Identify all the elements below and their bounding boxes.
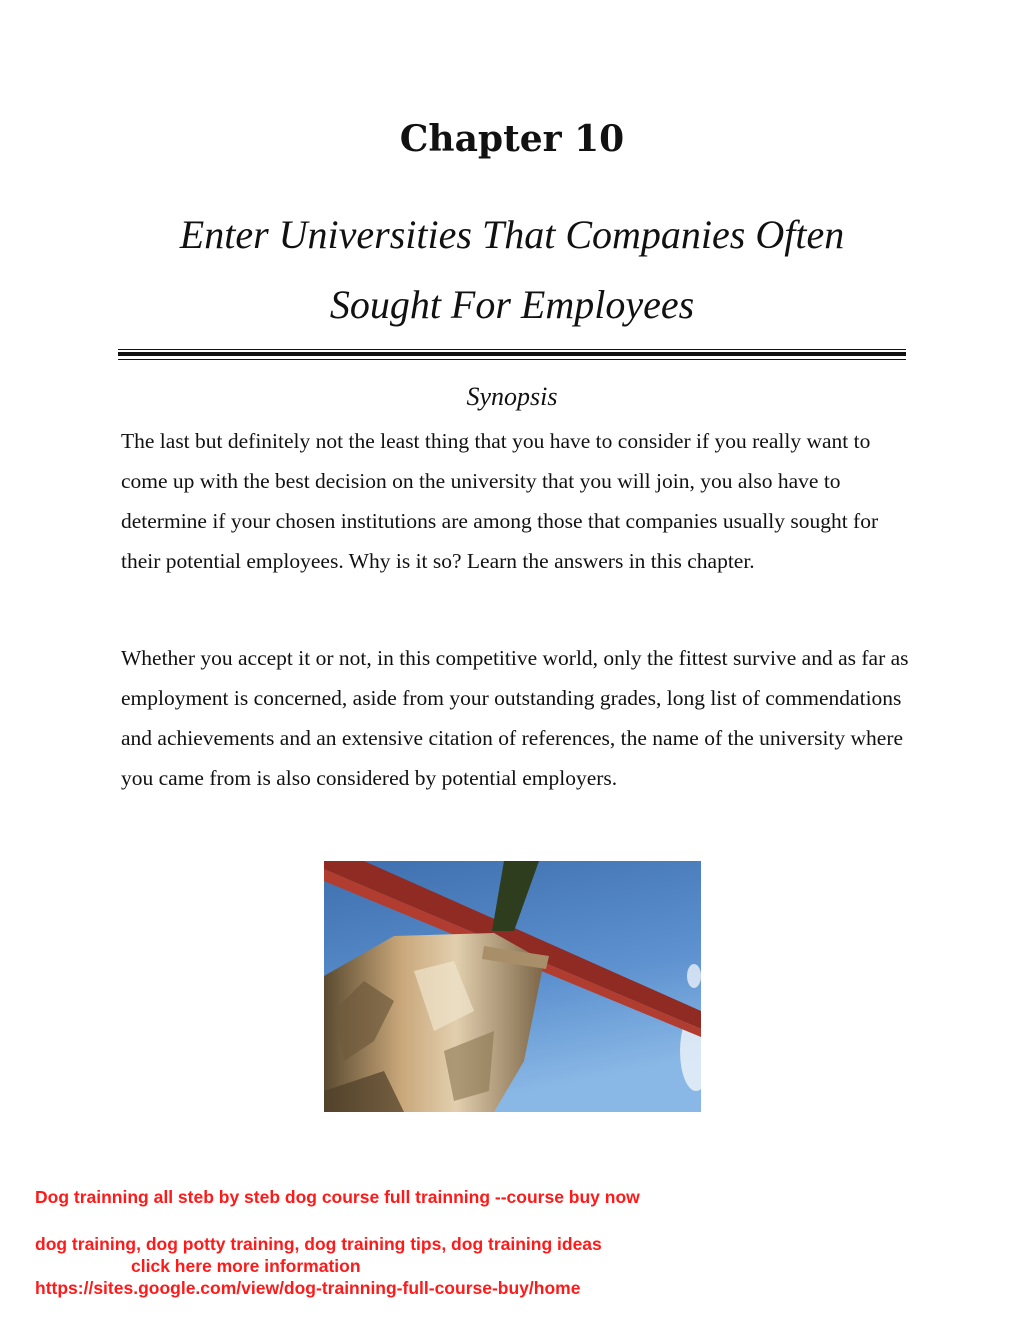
divider-bottom-line [118,359,906,360]
chapter-title-line-2: Sought For Employees [329,282,695,327]
ad-link-url[interactable]: https://sites.google.com/view/dog-trainning-full-course-buy/home [35,1278,581,1298]
chapter-title [110,200,914,340]
pole-crossbeam-photo [324,861,701,1112]
body-paragraph-2: Whether you accept it or not, in this competitive world, only the fittest survive and as far as employment is concerned, aside from your outstanding grades, long list of commendations and achievements and an extensive citation of references, the name of the university where you came from is also considered by potential employers. [121,646,909,790]
synopsis-heading: Synopsis [466,382,558,411]
divider-thick-line [118,352,906,356]
chapter-heading: Chapter 10 [399,118,625,160]
chapter-title-line-1: Enter Universities That Companies Often [179,212,845,257]
ad-line-keywords[interactable]: dog training, dog potty training, dog training tips, dog training ideas [35,1234,602,1254]
body-paragraph-1: The last but definitely not the least thing that you have to consider if you really want to come up with the best decision on the university that you will join, you also have to determine if your chosen institutions are among those that companies usually sought for their potential employees. Why is it so? Learn the answers in this chapter. [121,429,879,573]
ad-line-course[interactable]: Dog trainning all steb by steb dog course full trainning --course buy now [35,1187,640,1207]
ad-line-click-here[interactable]: click here more information [131,1256,361,1276]
divider-top-line [118,349,906,350]
